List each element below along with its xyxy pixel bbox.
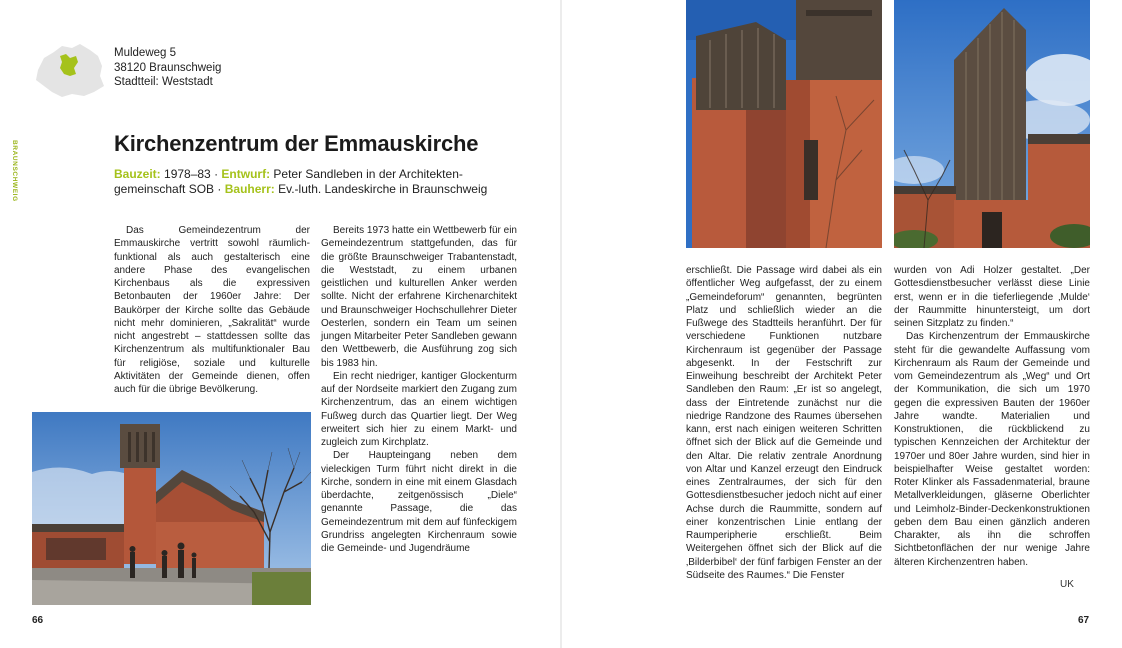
address-district: Stadtteil: Weststadt xyxy=(114,76,213,88)
page-number-right: 67 xyxy=(1078,615,1090,626)
bauzeit-value: 1978–83 · xyxy=(164,167,219,181)
address-city: 38120 Braunschweig xyxy=(114,61,222,74)
text-column-1 xyxy=(114,224,310,396)
tower-detail-photo xyxy=(686,0,882,248)
paragraph: Das Gemeindezentrum der Emmauskirche vertritt sowohl räumlich-funktional als auch gestalterisch eine andere Phase des evangelischen Kirchenbaus als die expressiven Betonbauten der 1960er Jahre: Der Baukörper der Kirche sollte das Gebäude nicht mehr dominieren, „Sakralität“ wurde nicht angestrebt – stattdessen sollte das Kirchenzentrum als multifunktionaler Bau für religiöse, soziale und kulturelle Aktivitäten der Gemeinde dienen, offen auch für die übrige Bevölkerung. xyxy=(114,225,310,395)
paragraph: wurden von Adi Holzer gestaltet. „Der Gottesdienstbesucher verlässt diese Linie erst, wenn er in die tieferliegende ‚Mulde‘ der Raummitte hinuntersteigt, um dort seinen Sitzplatz zu finden.“ xyxy=(894,265,1090,329)
address-block xyxy=(114,46,221,90)
side-section-label xyxy=(6,140,18,200)
building-meta xyxy=(114,167,534,197)
side-label-text: BRAUNSCHWEIG xyxy=(11,140,18,202)
paragraph: Ein recht niedriger, kantiger Glockenturm auf der Nordseite markiert den Zugang zum Kirchenzentrum, das an einem wichtigen Fußweg durch das Quartier liegt. Der Weg erweitert sich hier zu einem Markt- und zugleich zum Kirchplatz. xyxy=(321,370,517,448)
book-gutter xyxy=(560,0,562,648)
location-map-icon xyxy=(32,42,106,98)
paragraph: Bereits 1973 hatte ein Wettbewerb für ein Gemeindezentrum stattgefunden, das für die größte Braunschweiger Trabantenstadt, die Weststadt, zu einem urbanen geistlichen und kulturellen Anker werden sollte. Nicht der erfahrene Kirchenarchitekt und Braunschweiger Hochschullehrer Dieter Oesterlen, sondern ein Team um seinen jungen Mitarbeiter Peter Sandleben gewann den Wettbewerb, die Ausführung zog sich bis 1983 hin. xyxy=(321,225,517,369)
entwurf-value: Peter Sandleben in der Architekten-gemeinschaft SOB · xyxy=(114,167,463,196)
text-column-3 xyxy=(686,264,882,582)
article-title: Kirchenzentrum der Emmauskirche xyxy=(114,131,479,156)
paragraph: Das Kirchenzentrum der Emmauskirche steht für die gewandelte Auffassung vom Kirchenraum als Raum der Gemeinde und vom Gemeindezentrum als „Weg“ und Ort der Kommunikation, die sich um 1970 gegen die expressiven Bauten der 1960er Jahre wandte. Materialien und Konstruktionen, die rückblickend zu typischen Kennzeichen der Architektur der 1970er und 80er Jahre wurden, sind hier in beispielhafter Weise gestaltet worden: Roter Klinker als Fassadenmaterial, braune Metallverkleidungen, gläserne Oberlichter und Leimholz-Binder-Deckenkonstruktionen geben dem Bau einen gänzlich anderen Charakter, als ihn die schroffen Sichtbetonflächen der nur wenige Jahre älteren Kirchenzentren haben. xyxy=(894,331,1090,568)
bauherr-value: Ev.-luth. Landeskirche in Braunschweig xyxy=(278,182,488,196)
entwurf-label: Entwurf: xyxy=(221,167,271,181)
page-number-left: 66 xyxy=(32,615,44,626)
paragraph: erschließt. Die Passage wird dabei als ein öffentlicher Weg aufgefasst, der zu einem „Gemeindeforum“ genannten, begrünten Platz und schließlich wieder an die Fußwege des Stadtteils heranführt. Der für verschiedene Funktionen nutzbare Kirchenraum ist gegenüber der Passage abgesenkt. In der Festschrift zur Einweihung beschreibt der Architekt Peter Sandleben den Raum: „Er ist so angelegt, dass der Eintretende zunächst nur die niedrige Randzone des Raumes übersehen kann, erst nach einigen weiteren Schritten öffnet sich der Blick auf die Gemeinde und den Altar. Die relativ zentrale Anordnung von Altar und Kanzel erzeugt den Eindruck eines Zentralraumes, der sich für den Gottesdienstbesucher jedoch nicht auf einer Achse durch die Raummitte, sondern auf einer konzentrischen Linie entlang der Raumperipherie erschließt. Beim Weitergehen öffnet sich der Blick auf die ‚Bilderbibel‘ der fünf farbigen Fenster an der Südseite des Raumes.“ Die Fenster xyxy=(686,265,882,581)
bauzeit-label: Bauzeit: xyxy=(114,167,161,181)
paragraph: Der Haupteingang neben dem vieleckigen Turm führt nicht direkt in die Kirche, sondern in eine mit einem Glasdach überdachte, zeitgenössisch „Diele“ genannte Passage, die das Gemeindezentrum mit dem auf fünfeckigem Grundriss angelegten Kirchenraum sowie die Gemeinde- und Jugendräume xyxy=(321,450,517,554)
author-initials: UK xyxy=(1060,579,1074,590)
bell-tower-photo xyxy=(894,0,1090,248)
text-column-2 xyxy=(321,224,517,555)
text-column-4 xyxy=(894,264,1090,569)
church-exterior-photo xyxy=(32,412,311,605)
bauherr-label: Bauherr: xyxy=(224,182,275,196)
address-street: Muldeweg 5 xyxy=(114,47,177,59)
